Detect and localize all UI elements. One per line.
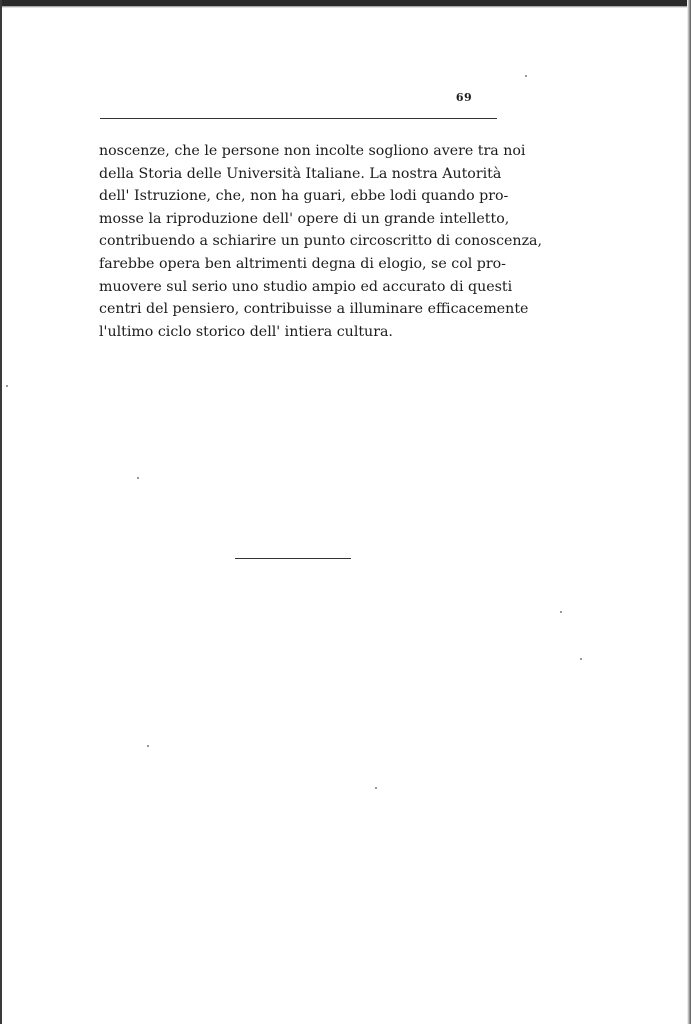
end-rule [235,558,351,559]
text-line: l'ultimo ciclo storico dell' intiera cultura. [99,323,393,340]
text-line: farebbe opera ben altrimenti degna di elogio, se col pro- [99,255,506,272]
scan-speck [6,385,8,387]
scan-speck [525,75,527,77]
scan-top-shadow [0,6,691,8]
scan-speck [375,787,377,789]
text-line: dell' Istruzione, che, non ha guari, ebbe lodi quando pro- [99,188,509,205]
header-rule [100,118,497,119]
text-line: mosse la riproduzione dell' opere di un grande intelletto, [99,210,510,227]
scan-speck [560,611,562,613]
page-number: 69 [455,91,473,104]
text-line: centri del pensiero, contribuisse a illuminare efficacemente [99,301,529,318]
scan-left-border [0,0,2,1024]
text-line: noscenze, che le persone non incolte sogliono avere tra noi [99,143,526,159]
scan-speck [580,658,582,660]
text-line: muovere sul serio uno studio ampio ed accurato di questi [99,278,513,295]
scan-right-border [687,0,691,1024]
text-line: contribuendo a schiarire un punto circoscritto di conoscenza, [99,233,543,250]
scan-speck [137,477,139,479]
body-paragraph [99,140,543,343]
text-line: della Storia delle Università Italiane. La nostra Autorità [99,165,502,182]
scan-speck [147,745,149,747]
